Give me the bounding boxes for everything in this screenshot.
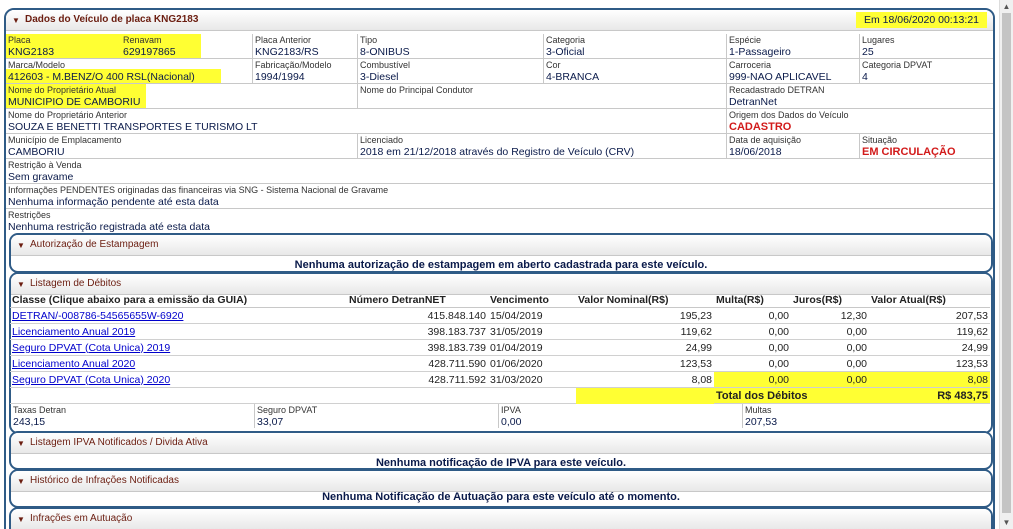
numero-cell: 428.711.590 (347, 356, 488, 372)
categoria-value: 3-Oficial (546, 46, 585, 58)
multa-cell: 0,00 (714, 324, 791, 340)
restricao-venda-label: Restrição à Venda (8, 160, 82, 170)
total-row (10, 388, 990, 404)
recadastrado-label: Recadastrado DETRAN (729, 85, 825, 95)
municipio-cell (6, 134, 358, 159)
aquisicao-value: 18/06/2018 (729, 146, 782, 158)
col-numero: Número DetranNET (347, 292, 488, 308)
valor-nominal-cell: 195,23 (576, 308, 714, 324)
ipva-header[interactable] (11, 433, 991, 454)
renavam-cell (121, 34, 253, 59)
estampagem-header[interactable] (11, 235, 991, 256)
cor-label: Cor (546, 60, 561, 70)
numero-cell: 428.711.592 (347, 372, 488, 388)
autuacao-title: Infrações em Autuação (30, 513, 133, 524)
restricoes-value: Nenhuma restrição registrada até esta data (8, 221, 210, 233)
lugares-label: Lugares (862, 35, 895, 45)
marca-label: Marca/Modelo (8, 60, 66, 70)
pendentes-value: Nenhuma informação pendente até esta data (8, 196, 219, 208)
proprietario-label: Nome do Proprietário Atual (8, 85, 117, 95)
categoria-dpvat-cell (860, 59, 993, 84)
table-row (10, 324, 990, 340)
total-label: Total dos Débitos (714, 388, 869, 404)
ipva-section (9, 431, 993, 470)
guia-link[interactable]: Licenciamento Anual 2019 (10, 324, 347, 340)
valor-atual-cell: 207,53 (869, 308, 990, 324)
valor-nominal-cell: 24,99 (576, 340, 714, 356)
licenciado-label: Licenciado (360, 135, 404, 145)
infracoes-section (9, 469, 993, 508)
renavam-label: Renavam (123, 35, 162, 45)
taxas-cell (11, 404, 255, 428)
origem-value: CADASTRO (729, 121, 792, 133)
fabricacao-label: Fabricação/Modelo (255, 60, 332, 70)
ipva-value: 0,00 (501, 416, 522, 428)
situacao-value: EM CIRCULAÇÃO (862, 146, 956, 158)
cor-cell (544, 59, 727, 84)
categoria-label: Categoria (546, 35, 586, 45)
collapse-triangle-icon: ▼ (17, 280, 25, 289)
ipva-label: IPVA (501, 405, 521, 415)
guia-link[interactable]: Licenciamento Anual 2020 (10, 356, 347, 372)
restricao-venda-cell (6, 159, 993, 184)
valor-nominal-cell: 119,62 (576, 324, 714, 340)
col-valor-atual: Valor Atual(R$) (869, 292, 990, 308)
guia-link[interactable]: Seguro DPVAT (Cota Unica) 2020 (10, 372, 347, 388)
placa-anterior-label: Placa Anterior (255, 35, 312, 45)
infracoes-title: Histórico de Infrações Notificadas (30, 475, 179, 486)
multas-label: Multas (745, 405, 772, 415)
categoria-cell (544, 34, 727, 59)
condutor-cell (358, 84, 727, 109)
vehicle-panel-header[interactable] (6, 10, 993, 31)
origem-label: Origem dos Dados do Veículo (729, 110, 849, 120)
valor-atual-cell: 24,99 (869, 340, 990, 356)
carroceria-cell (727, 59, 860, 84)
renavam-value: 629197865 (123, 46, 176, 58)
dpvat-label: Seguro DPVAT (257, 405, 318, 415)
scroll-down-icon[interactable]: ▼ (1002, 518, 1011, 527)
lugares-cell (860, 34, 993, 59)
table-row (10, 308, 990, 324)
fabricacao-value: 1994/1994 (255, 71, 305, 83)
proprietario-value: MUNICIPIO DE CAMBORIU (8, 96, 141, 108)
lugares-value: 25 (862, 46, 874, 58)
cor-value: 4-BRANCA (546, 71, 600, 83)
dpvat-cell (255, 404, 499, 428)
estampagem-message: Nenhuma autorização de estampagem em aberto cadastrada para este veículo. (294, 259, 708, 271)
multa-cell: 0,00 (714, 308, 791, 324)
especie-label: Espécie (729, 35, 762, 45)
infracoes-header[interactable] (11, 471, 991, 492)
taxas-label: Taxas Detran (13, 405, 67, 415)
taxas-value: 243,15 (13, 416, 46, 428)
situacao-cell (860, 134, 993, 159)
marca-value: 412603 - M.BENZ/O 400 RSL(Nacional) (8, 71, 195, 83)
especie-cell (727, 34, 860, 59)
table-row (10, 340, 990, 356)
juros-cell: 12,30 (791, 308, 869, 324)
collapse-triangle-icon: ▼ (17, 439, 25, 448)
collapse-triangle-icon: ▼ (17, 241, 25, 250)
municipio-value: CAMBORIU (8, 146, 65, 158)
placa-cell (6, 34, 121, 59)
col-juros: Juros(R$) (791, 292, 869, 308)
placa-label: Placa (8, 35, 31, 45)
tipo-label: Tipo (360, 35, 378, 45)
collapse-triangle-icon: ▼ (17, 477, 25, 486)
placa-anterior-value: KNG2183/RS (255, 46, 319, 58)
numero-cell: 398.183.737 (347, 324, 488, 340)
valor-nominal-cell: 123,53 (576, 356, 714, 372)
origem-cell (727, 109, 993, 134)
juros-cell: 0,00 (791, 324, 869, 340)
multas-value: 207,53 (745, 416, 778, 428)
autuacao-header[interactable] (11, 509, 991, 529)
pendentes-cell (6, 184, 993, 209)
ipva-cell (499, 404, 743, 428)
tipo-value: 8-ONIBUS (360, 46, 410, 58)
situacao-label: Situação (862, 135, 898, 145)
debitos-table (10, 292, 990, 404)
aquisicao-label: Data de aquisição (729, 135, 802, 145)
proprietario-cell (6, 84, 358, 109)
juros-cell: 0,00 (791, 356, 869, 372)
categoria-dpvat-value: 4 (862, 71, 868, 83)
numero-cell: 398.183.739 (347, 340, 488, 356)
estampagem-section (9, 233, 993, 273)
vencimento-cell: 15/04/2019 (488, 308, 576, 324)
especie-value: 1-Passageiro (729, 46, 791, 58)
multa-cell: 0,00 (714, 372, 791, 388)
col-valor-nominal: Valor Nominal(R$) (576, 292, 714, 308)
municipio-label: Município de Emplacamento (8, 135, 122, 145)
aquisicao-cell (727, 134, 860, 159)
col-classe: Classe (Clique abaixo para a emissão da GUIA) (10, 292, 347, 308)
tipo-cell (358, 34, 544, 59)
valor-nominal-cell: 8,08 (576, 372, 714, 388)
vencimento-cell: 31/05/2019 (488, 324, 576, 340)
estampagem-title: Autorização de Estampagem (30, 239, 159, 250)
juros-cell: 0,00 (791, 372, 869, 388)
carroceria-value: 999-NAO APLICAVEL (729, 71, 832, 83)
ipva-message: Nenhuma notificação de IPVA para este veículo. (375, 457, 627, 469)
guia-link[interactable]: Seguro DPVAT (Cota Unica) 2019 (10, 340, 347, 356)
restricoes-label: Restrições (8, 210, 51, 220)
fabricacao-cell (253, 59, 358, 84)
categoria-dpvat-label: Categoria DPVAT (862, 60, 933, 70)
valor-atual-cell: 119,62 (869, 324, 990, 340)
restricao-venda-value: Sem gravame (8, 171, 74, 183)
condutor-label: Nome do Principal Condutor (360, 85, 474, 95)
table-row (10, 372, 990, 388)
prop-anterior-cell (6, 109, 727, 134)
vencimento-cell: 31/03/2020 (488, 372, 576, 388)
debitos-summary (11, 404, 987, 428)
vencimento-cell: 01/06/2020 (488, 356, 576, 372)
multas-cell (743, 404, 987, 428)
vencimento-cell: 01/04/2019 (488, 340, 576, 356)
col-vencimento: Vencimento (488, 292, 576, 308)
scrollbar-thumb[interactable] (1002, 13, 1011, 513)
debitos-title: Listagem de Débitos (30, 278, 122, 289)
recadastrado-value: DetranNet (729, 96, 777, 108)
restricoes-cell (6, 209, 993, 234)
recadastrado-cell (727, 84, 993, 109)
col-multa: Multa(R$) (714, 292, 791, 308)
collapse-triangle-icon: ▼ (12, 16, 20, 25)
marca-cell (6, 59, 253, 84)
juros-cell: 0,00 (791, 340, 869, 356)
placa-value: KNG2183 (8, 46, 55, 58)
valor-atual-cell: 123,53 (869, 356, 990, 372)
combustivel-value: 3-Diesel (360, 71, 399, 83)
ipva-title: Listagem IPVA Notificados / Divida Ativa (30, 437, 208, 448)
numero-cell: 415.848.140 (347, 308, 488, 324)
placa-anterior-cell (253, 34, 358, 59)
vertical-scrollbar[interactable] (999, 0, 1013, 529)
licenciado-cell (358, 134, 727, 159)
scroll-up-icon[interactable]: ▲ (1002, 2, 1011, 11)
licenciado-value: 2018 em 21/12/2018 através do Registro de Veículo (CRV) (360, 146, 635, 158)
total-value: R$ 483,75 (869, 388, 990, 404)
multa-cell: 0,00 (714, 356, 791, 372)
collapse-triangle-icon: ▼ (17, 515, 25, 524)
guia-link[interactable]: DETRAN/-008786-54565655W-6920 (10, 308, 347, 324)
carroceria-label: Carroceria (729, 60, 772, 70)
valor-atual-cell: 8,08 (869, 372, 990, 388)
multa-cell: 0,00 (714, 340, 791, 356)
vehicle-panel-title: Dados do Veículo de placa KNG2183 (25, 14, 199, 25)
pendentes-label: Informações PENDENTES originadas das financeiras via SNG - Sistema Nacional de Gravame (8, 185, 389, 195)
combustivel-label: Combustível (360, 60, 411, 70)
dpvat-value: 33,07 (257, 416, 284, 428)
combustivel-cell (358, 59, 544, 84)
prop-anterior-value: SOUZA E BENETTI TRANSPORTES E TURISMO LT (8, 121, 258, 133)
timestamp: Em 18/06/2020 00:13:21 (856, 12, 987, 28)
autuacao-section (9, 507, 993, 529)
debitos-header-row (10, 292, 990, 308)
prop-anterior-label: Nome do Proprietário Anterior (8, 110, 128, 120)
table-row (10, 356, 990, 372)
infracoes-message: Nenhuma Notificação de Autuação para este veículo até o momento. (322, 491, 680, 503)
